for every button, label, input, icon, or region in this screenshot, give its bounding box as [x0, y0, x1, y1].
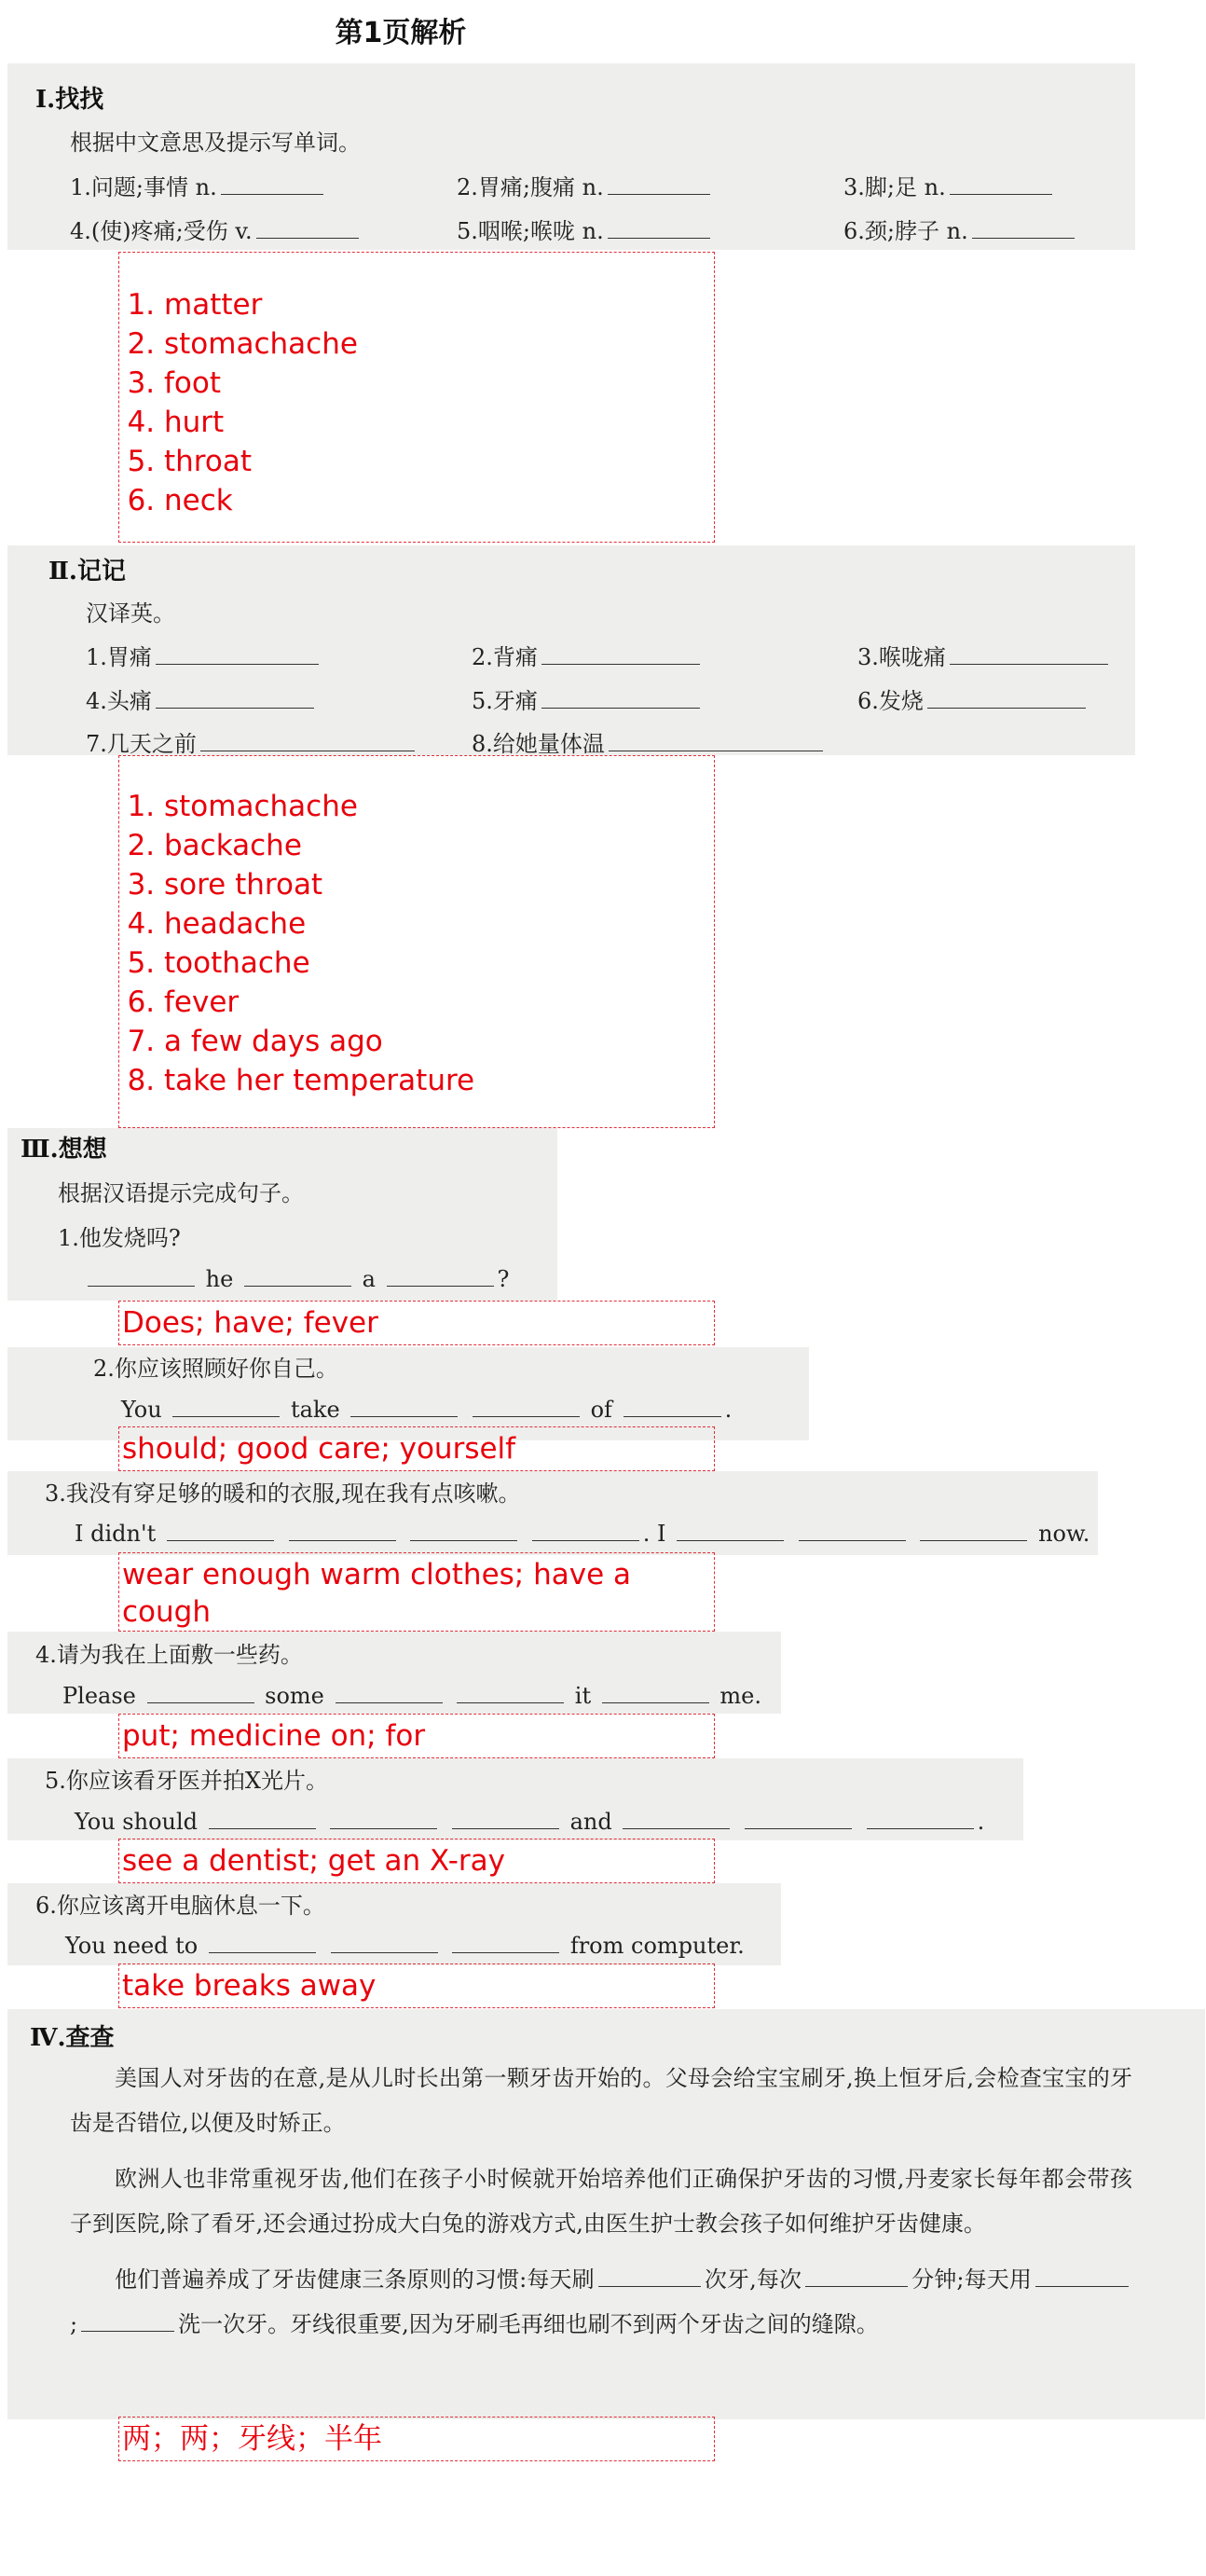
section1-answer-box: [118, 252, 715, 543]
s2-item-2: 2.背痛: [472, 639, 704, 671]
s3-q2-sentence: You take of .: [121, 1394, 732, 1423]
s2-answer: 6. fever: [164, 983, 714, 1022]
s1-answer: 5. throat: [164, 442, 714, 481]
s2-item-3: 3.喉咙痛: [857, 639, 1112, 671]
s2-answer: 4. headache: [164, 904, 714, 944]
s3-q1-answer: Does; have; fever: [118, 1301, 715, 1345]
s1-item-3: 3.脚;足 n.: [843, 169, 1056, 201]
s2-item-7: 7.几天之前: [86, 725, 418, 758]
s2-answer: 3. sore throat: [164, 865, 714, 904]
s1-item-1: 1.问题;事情 n.: [70, 169, 327, 201]
s1-answer: 4. hurt: [164, 403, 714, 442]
s2-answer: 1. stomachache: [164, 787, 714, 826]
s2-answer: 2. backache: [164, 826, 714, 865]
section3-heading: Ⅲ.想想: [21, 1136, 107, 1164]
s4-paragraph-3: 他们普遍养成了牙齿健康三条原则的习惯:每天刷 次牙,每次 分钟;每天用; 洗一次牙。牙线很重要,因为牙刷毛再细也刷不到两个牙齿之间的缝隙。: [70, 2257, 1132, 2347]
s3-q2-answer: should; good care; yourself: [118, 1426, 715, 1471]
s2-item-8: 8.给她量体温: [472, 725, 827, 758]
section4-heading: Ⅳ.查查: [30, 2024, 115, 2052]
section1-heading: Ⅰ.找找: [35, 86, 104, 114]
s1-answer: 2. stomachache: [164, 324, 714, 364]
s4-paragraph: 欧洲人也非常重视牙齿,他们在孩子小时候就开始培养他们正确保护牙齿的习惯,丹麦家长每年都会带孩子到医院,除了看牙,还会通过扮成大白兔的游戏方式,由医生护士教会孩子如何维护牙齿健康。: [70, 2166, 1132, 2237]
s3-q4-prompt: 4.请为我在上面敷一些药。: [35, 1642, 303, 1668]
s2-item-1: 1.胃痛: [86, 639, 322, 671]
s4-answer: 两；两；牙线；半年: [118, 2417, 715, 2461]
s3-q3-answer: wear enough warm clothes; have a cough: [118, 1552, 715, 1632]
s3-q3-prompt: 3.我没有穿足够的暖和的衣服,现在我有点咳嗽。: [45, 1481, 521, 1507]
s1-item-6: 6.颈;脖子 n.: [843, 213, 1078, 245]
s2-item-6: 6.发烧: [857, 682, 1090, 715]
s3-q4-sentence: Please some it me.: [62, 1680, 761, 1709]
s3-q2-prompt: 2.你应该照顾好你自己。: [93, 1356, 338, 1382]
s2-answer: 5. toothache: [164, 944, 714, 983]
s3-q5-sentence: You should and .: [75, 1806, 984, 1835]
section1-instruction: 根据中文意思及提示写单词。: [70, 130, 361, 156]
s4-paragraph: 美国人对牙齿的在意,是从儿时长出第一颗牙齿开始的。父母会给宝宝刷牙,换上恒牙后,会检查宝宝的牙齿是否错位,以便及时矫正。: [70, 2065, 1132, 2136]
s3-q6-answer: take breaks away: [118, 1963, 715, 2008]
s2-answer: 7. a few days ago: [164, 1022, 714, 1061]
s3-q5-answer: see a dentist; get an X-ray: [118, 1839, 715, 1883]
s1-answer: 3. foot: [164, 364, 714, 403]
s2-item-5: 5.牙痛: [472, 682, 704, 715]
s2-answer: 8. take her temperature: [164, 1061, 714, 1100]
section4-passage: [70, 2056, 1132, 2358]
s3-q1-sentence: he a ?: [84, 1263, 509, 1292]
s1-item-4: 4.(使)疼痛;受伤 v.: [70, 213, 363, 245]
s3-q4-answer: put; medicine on; for: [118, 1714, 715, 1758]
section2-instruction: 汉译英。: [86, 600, 175, 627]
s1-item-5: 5.咽喉;喉咙 n.: [457, 213, 714, 245]
s3-q5-prompt: 5.你应该看牙医并拍X光片。: [45, 1768, 328, 1794]
s1-item-2: 2.胃痛;腹痛 n.: [457, 169, 714, 201]
s3-q6-sentence: You need to from computer.: [65, 1930, 745, 1959]
section2-answer-box: [118, 755, 715, 1128]
s2-item-4: 4.头痛: [86, 682, 318, 715]
s1-answer: 6. neck: [164, 481, 714, 520]
section3-instruction: 根据汉语提示完成句子。: [58, 1180, 304, 1206]
page-title: 第1页解析: [335, 17, 467, 49]
s3-q6-prompt: 6.你应该离开电脑休息一下。: [35, 1893, 325, 1919]
s3-q3-sentence: I didn't . I now.: [75, 1518, 1090, 1547]
s1-answer: 1. matter: [164, 285, 714, 324]
s3-q1-prompt: 1.他发烧吗?: [58, 1225, 181, 1251]
section2-heading: Ⅱ.记记: [48, 558, 126, 585]
